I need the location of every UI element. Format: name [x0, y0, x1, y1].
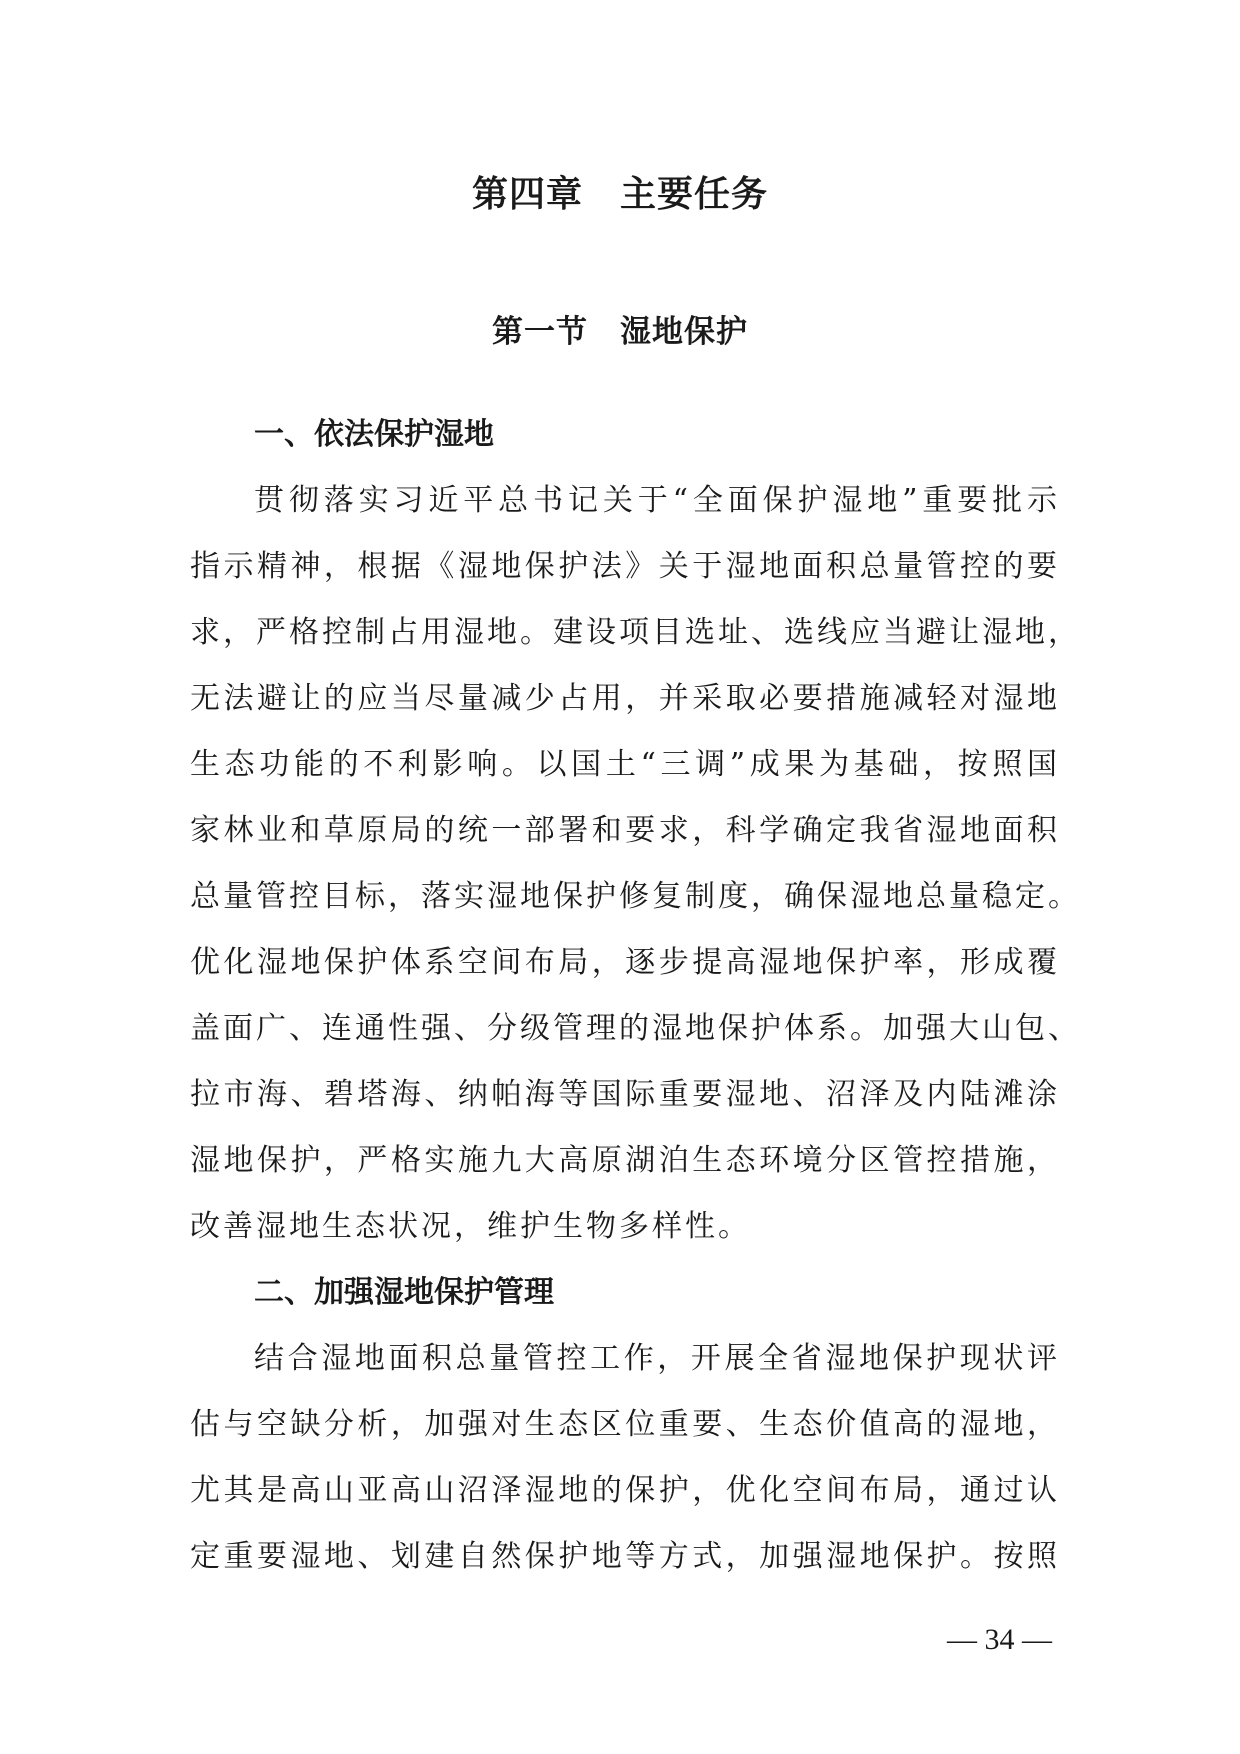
paragraph-line: 改善湿地生态状况，维护生物多样性。 — [190, 1209, 751, 1244]
paragraph-line: 贯彻落实习近平总书记关于“全面保护湿地”重要批示 — [254, 483, 1060, 518]
paragraph-line: 无法避让的应当尽量减少占用，并采取必要措施减轻对湿地 — [190, 681, 1060, 716]
paragraph-line: 总量管控目标，落实湿地保护修复制度，确保湿地总量稳定。 — [190, 879, 1081, 914]
paragraph-line: 湿地保护，严格实施九大高原湖泊生态环境分区管控措施， — [190, 1143, 1060, 1178]
paragraph-line: 优化湿地保护体系空间布局，逐步提高湿地保护率，形成覆 — [190, 945, 1060, 980]
document-body — [190, 402, 1081, 1590]
paragraph-line: 估与空缺分析，加强对生态区位重要、生态价值高的湿地， — [190, 1407, 1060, 1442]
paragraph-line: 拉市海、碧塔海、纳帕海等国际重要湿地、沼泽及内陆滩涂 — [190, 1077, 1060, 1112]
paragraph-line: 生态功能的不利影响。以国土“三调”成果为基础，按照国 — [190, 747, 1060, 782]
paragraph-2 — [190, 1326, 1060, 1590]
subsection-heading-1: 一、依法保护湿地 — [254, 417, 494, 452]
section-title: 第一节 湿地保护 — [492, 314, 748, 350]
paragraph-line: 结合湿地面积总量管控工作，开展全省湿地保护现状评 — [254, 1341, 1060, 1376]
paragraph-line: 盖面广、连通性强、分级管理的湿地保护体系。加强大山包、 — [190, 1011, 1081, 1046]
paragraph-line: 求，严格控制占用湿地。建设项目选址、选线应当避让湿地， — [190, 615, 1081, 650]
chapter-title: 第四章 主要任务 — [471, 173, 768, 215]
paragraph-1 — [190, 468, 1081, 1260]
paragraph-line: 尤其是高山亚高山沼泽湿地的保护，优化空间布局，通过认 — [190, 1473, 1060, 1508]
paragraph-line: 指示精神，根据《湿地保护法》关于湿地面积总量管控的要 — [190, 549, 1060, 584]
paragraph-line: 定重要湿地、划建自然保护地等方式，加强湿地保护。按照 — [190, 1539, 1060, 1574]
page-number: — 34 — — [947, 1623, 1052, 1656]
paragraph-line: 家林业和草原局的统一部署和要求，科学确定我省湿地面积 — [190, 813, 1060, 848]
subsection-heading-2: 二、加强湿地保护管理 — [254, 1275, 554, 1310]
